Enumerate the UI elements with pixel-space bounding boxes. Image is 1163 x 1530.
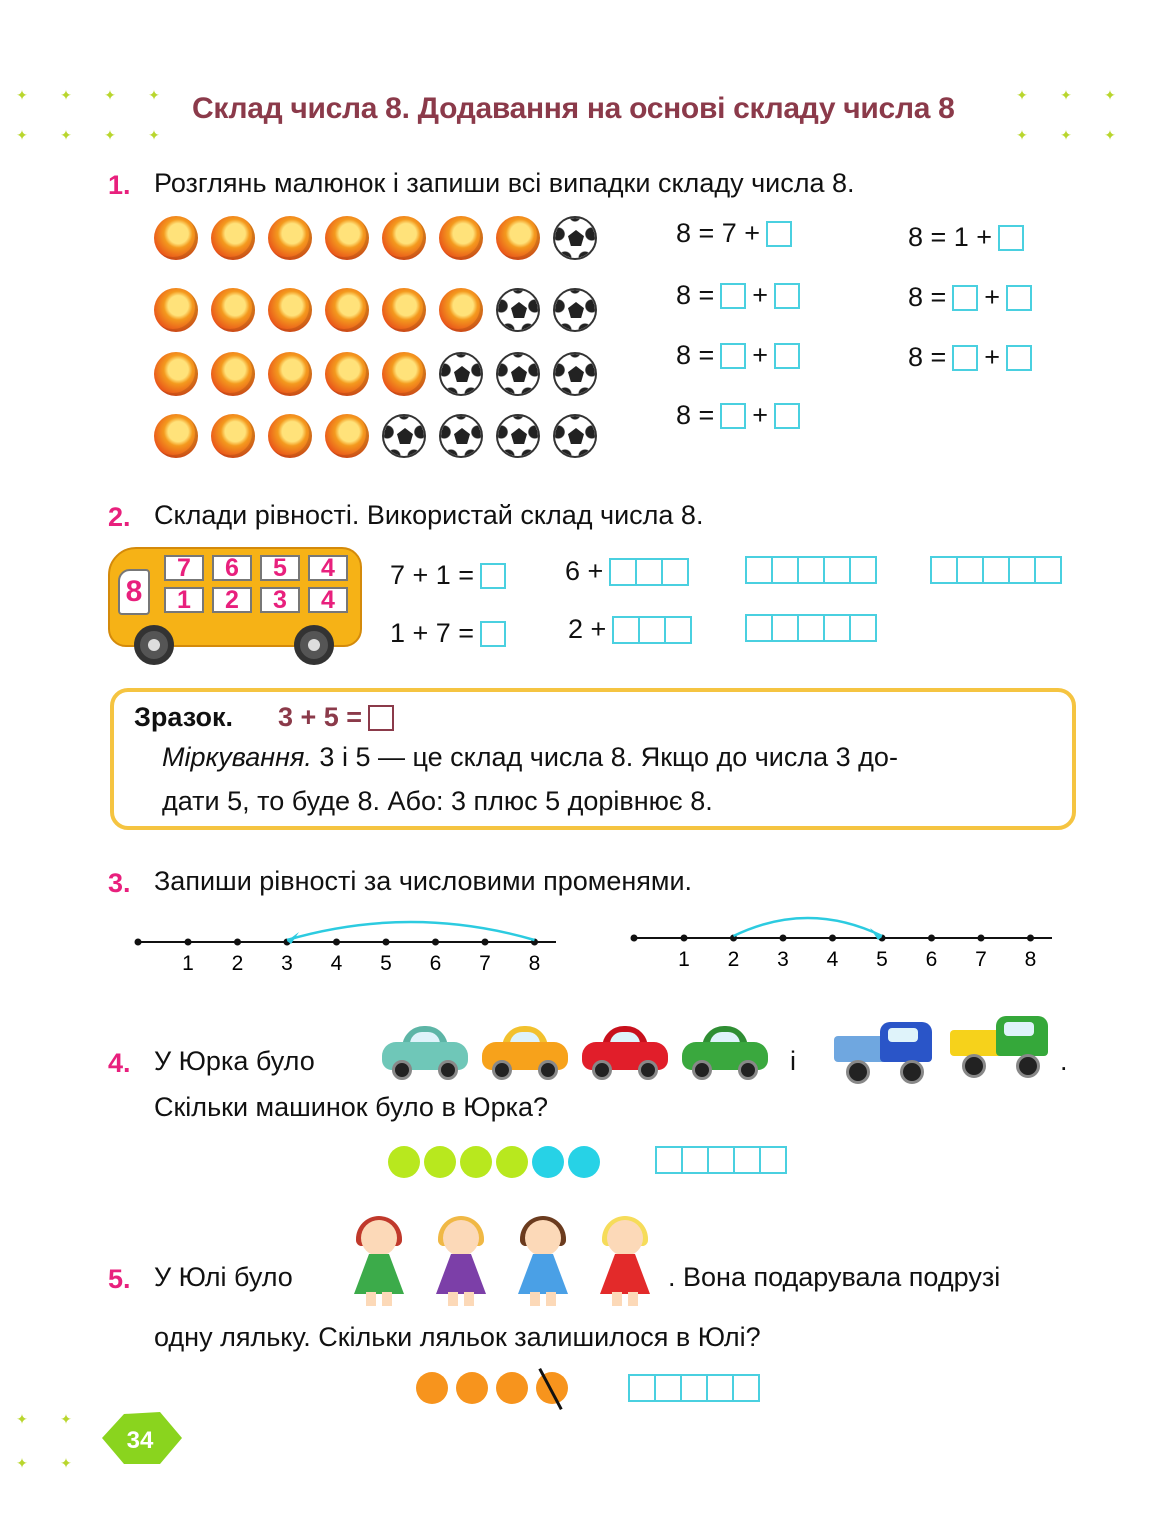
task1-number: 1. — [108, 170, 131, 200]
answer-boxes[interactable] — [612, 616, 692, 644]
volleyball-icon — [211, 288, 255, 332]
bus-front-number: 8 — [118, 569, 150, 615]
task4-number: 4. — [108, 1048, 131, 1078]
decor-dots-right-1: ✦ ✦ ✦ — [1016, 87, 1116, 103]
car-icon — [582, 1026, 668, 1082]
car-icon — [482, 1026, 568, 1082]
volleyball-icon — [325, 288, 369, 332]
sample-label: Зразок. — [134, 702, 234, 732]
ray-point — [432, 939, 439, 946]
ray-tick-label: 5 — [876, 948, 888, 971]
sample-equation: 3 + 5 = — [278, 702, 394, 733]
bus-wheel — [134, 625, 174, 665]
ray-tick-label: 1 — [182, 952, 194, 975]
football-icon — [496, 288, 540, 332]
ray-tick-label: 2 — [231, 952, 244, 975]
answer-box[interactable] — [480, 563, 506, 589]
volleyball-icon — [211, 414, 255, 458]
ray-tick-label: 8 — [1024, 948, 1037, 971]
volleyball-icon — [325, 352, 369, 396]
car-icon — [382, 1026, 468, 1082]
answer-boxes-row1-a[interactable] — [745, 556, 877, 589]
answer-boxes-task5[interactable] — [628, 1374, 760, 1407]
answer-boxes-row2-a[interactable] — [745, 614, 877, 647]
ray-tick-label: 7 — [479, 952, 491, 975]
task1-text: Розглянь малюнок і запиши всі випадки складу числа 8. — [154, 168, 855, 198]
ray1-arc — [287, 922, 535, 940]
ray-tick-label: 2 — [727, 948, 740, 971]
ray-tick-label: 4 — [826, 948, 839, 971]
bus-wheel — [294, 625, 334, 665]
answer-box[interactable] — [766, 221, 792, 247]
volleyball-icon — [439, 288, 483, 332]
answer-box[interactable] — [774, 403, 800, 429]
task3-text: Запиши рівності за числовими променями. — [154, 866, 693, 896]
football-icon — [439, 414, 483, 458]
doll-icon — [344, 1216, 414, 1306]
eq-row2-left: 8 = + — [676, 280, 800, 311]
number-ray-1 — [130, 910, 570, 980]
football-icon — [496, 352, 540, 396]
answer-box[interactable] — [774, 343, 800, 369]
ray-point — [383, 939, 390, 946]
volleyball-icon — [325, 414, 369, 458]
task4-question: Скільки машинок було в Юрка? — [154, 1092, 549, 1122]
volleyball-icon — [382, 352, 426, 396]
task5-question: одну ляльку. Скільки ляльок залишилося в Юлі? — [154, 1322, 761, 1352]
answer-box[interactable] — [952, 345, 978, 371]
volleyball-icon — [268, 414, 312, 458]
page-number: 34 — [126, 1427, 154, 1454]
answer-box[interactable] — [998, 225, 1024, 251]
football-icon — [439, 352, 483, 396]
eq-6-plus: 6 + — [565, 556, 689, 587]
volleyball-icon — [154, 352, 198, 396]
football-icon — [553, 352, 597, 396]
ray-tick-label: 8 — [528, 952, 541, 975]
ray-point — [185, 939, 192, 946]
answer-box[interactable] — [952, 285, 978, 311]
bus-window: 4 — [308, 587, 348, 613]
decor-dots-bottom-1: ✦ ✦ — [16, 1411, 72, 1427]
football-icon — [553, 216, 597, 260]
ray-tick-label: 1 — [678, 948, 690, 971]
answer-boxes-row1-b[interactable] — [930, 556, 1062, 589]
football-icon — [496, 414, 540, 458]
eq-8-1: 8 = 1 + — [908, 222, 1024, 253]
volleyball-icon — [211, 352, 255, 396]
eq-row3-left: 8 = + — [676, 340, 800, 371]
ray-tick-label: 6 — [429, 952, 442, 975]
ray-point — [482, 939, 489, 946]
reasoning-line-2: дати 5, то буде 8. Або: 3 плюс 5 дорівнює 8. — [162, 786, 713, 816]
ray-point — [780, 935, 787, 942]
answer-box[interactable] — [720, 343, 746, 369]
volleyball-icon — [268, 288, 312, 332]
doll-icon — [590, 1216, 660, 1306]
counter-circle — [416, 1372, 448, 1404]
bus-window: 5 — [260, 555, 300, 581]
eq-8-7: 8 = 7 + — [676, 218, 792, 249]
bus-window: 4 — [308, 555, 348, 581]
eq-1-plus-7: 1 + 7 = — [390, 618, 506, 649]
counter-circle — [496, 1372, 528, 1404]
volleyball-icon — [154, 288, 198, 332]
task5-number: 5. — [108, 1264, 131, 1294]
ray-point — [978, 935, 985, 942]
doll-icon — [426, 1216, 496, 1306]
counter-circle — [568, 1146, 600, 1178]
ray-tick-label: 3 — [281, 952, 293, 975]
ray-tick-label: 7 — [975, 948, 987, 971]
task3-number: 3. — [108, 868, 131, 898]
ray-tick-label: 6 — [925, 948, 938, 971]
page-title: Склад числа 8. Додавання на основі складу числа 8 — [192, 92, 955, 125]
counter-circle — [460, 1146, 492, 1178]
eq-row3-right: 8 = + — [908, 342, 1032, 373]
decor-dots-bottom-2: ✦ ✦ — [16, 1455, 72, 1471]
ray-tick-label: 4 — [330, 952, 343, 975]
volleyball-icon — [268, 216, 312, 260]
page-number-badge — [100, 1408, 184, 1468]
answer-box[interactable] — [368, 705, 394, 731]
answer-box[interactable] — [774, 283, 800, 309]
counter-circle — [496, 1146, 528, 1178]
bus-window: 3 — [260, 587, 300, 613]
volleyball-icon — [211, 216, 255, 260]
truck-icon — [834, 1020, 938, 1086]
number-ray-2 — [626, 906, 1066, 976]
answer-box[interactable] — [720, 283, 746, 309]
ray-point — [928, 935, 935, 942]
volleyball-icon — [154, 414, 198, 458]
eq-row2-right: 8 = + — [908, 282, 1032, 313]
truck-icon — [950, 1014, 1054, 1080]
eq-row4-left: 8 = + — [676, 400, 800, 431]
decor-dots-right-2: ✦ ✦ ✦ — [1016, 127, 1116, 143]
ray2-arc — [734, 918, 883, 936]
reasoning-line-1: Міркування. 3 і 5 — це склад числа 8. Якщо до числа 3 до- — [162, 742, 898, 772]
football-icon — [553, 414, 597, 458]
volleyball-icon — [382, 288, 426, 332]
answer-box[interactable] — [480, 621, 506, 647]
football-icon — [382, 414, 426, 458]
volleyball-icon — [325, 216, 369, 260]
car-icon — [682, 1026, 768, 1082]
task2-text: Склади рівності. Використай склад числа 8. — [154, 500, 704, 530]
answer-box[interactable] — [720, 403, 746, 429]
answer-box[interactable] — [1006, 285, 1032, 311]
bus-window: 6 — [212, 555, 252, 581]
ray-tick-label: 3 — [777, 948, 789, 971]
task4-end: . — [1060, 1046, 1068, 1076]
doll-icon — [508, 1216, 578, 1306]
eq-2-plus: 2 + — [568, 614, 692, 645]
counter-circle — [388, 1146, 420, 1178]
ray-point — [333, 939, 340, 946]
task2-number: 2. — [108, 502, 131, 532]
counter-circle — [532, 1146, 564, 1178]
eq-7-plus-1: 7 + 1 = — [390, 560, 506, 591]
task5-text-after: . Вона подарувала подрузі — [668, 1262, 1001, 1292]
volleyball-icon — [382, 216, 426, 260]
volleyball-icon — [439, 216, 483, 260]
ray-point — [829, 935, 836, 942]
counter-circle — [424, 1146, 456, 1178]
task4-text: У Юрка було — [154, 1046, 315, 1076]
task4-conj: і — [790, 1046, 796, 1076]
bus-window: 7 — [164, 555, 204, 581]
bus-picture — [108, 547, 362, 667]
task5-text: У Юлі було — [154, 1262, 293, 1292]
decor-dots-top-2: ✦ ✦ ✦ ✦ — [16, 127, 160, 143]
ray-point — [234, 939, 241, 946]
bus-window: 2 — [212, 587, 252, 613]
counter-circle — [456, 1372, 488, 1404]
answer-boxes-task4[interactable] — [655, 1146, 787, 1179]
answer-boxes[interactable] — [609, 558, 689, 586]
volleyball-icon — [154, 216, 198, 260]
decor-dots-top-1: ✦ ✦ ✦ ✦ — [16, 87, 160, 103]
ray-tick-label: 5 — [380, 952, 392, 975]
ray-point — [1027, 935, 1034, 942]
football-icon — [553, 288, 597, 332]
answer-box[interactable] — [1006, 345, 1032, 371]
volleyball-icon — [496, 216, 540, 260]
bus-window: 1 — [164, 587, 204, 613]
volleyball-icon — [268, 352, 312, 396]
ray-point — [681, 935, 688, 942]
